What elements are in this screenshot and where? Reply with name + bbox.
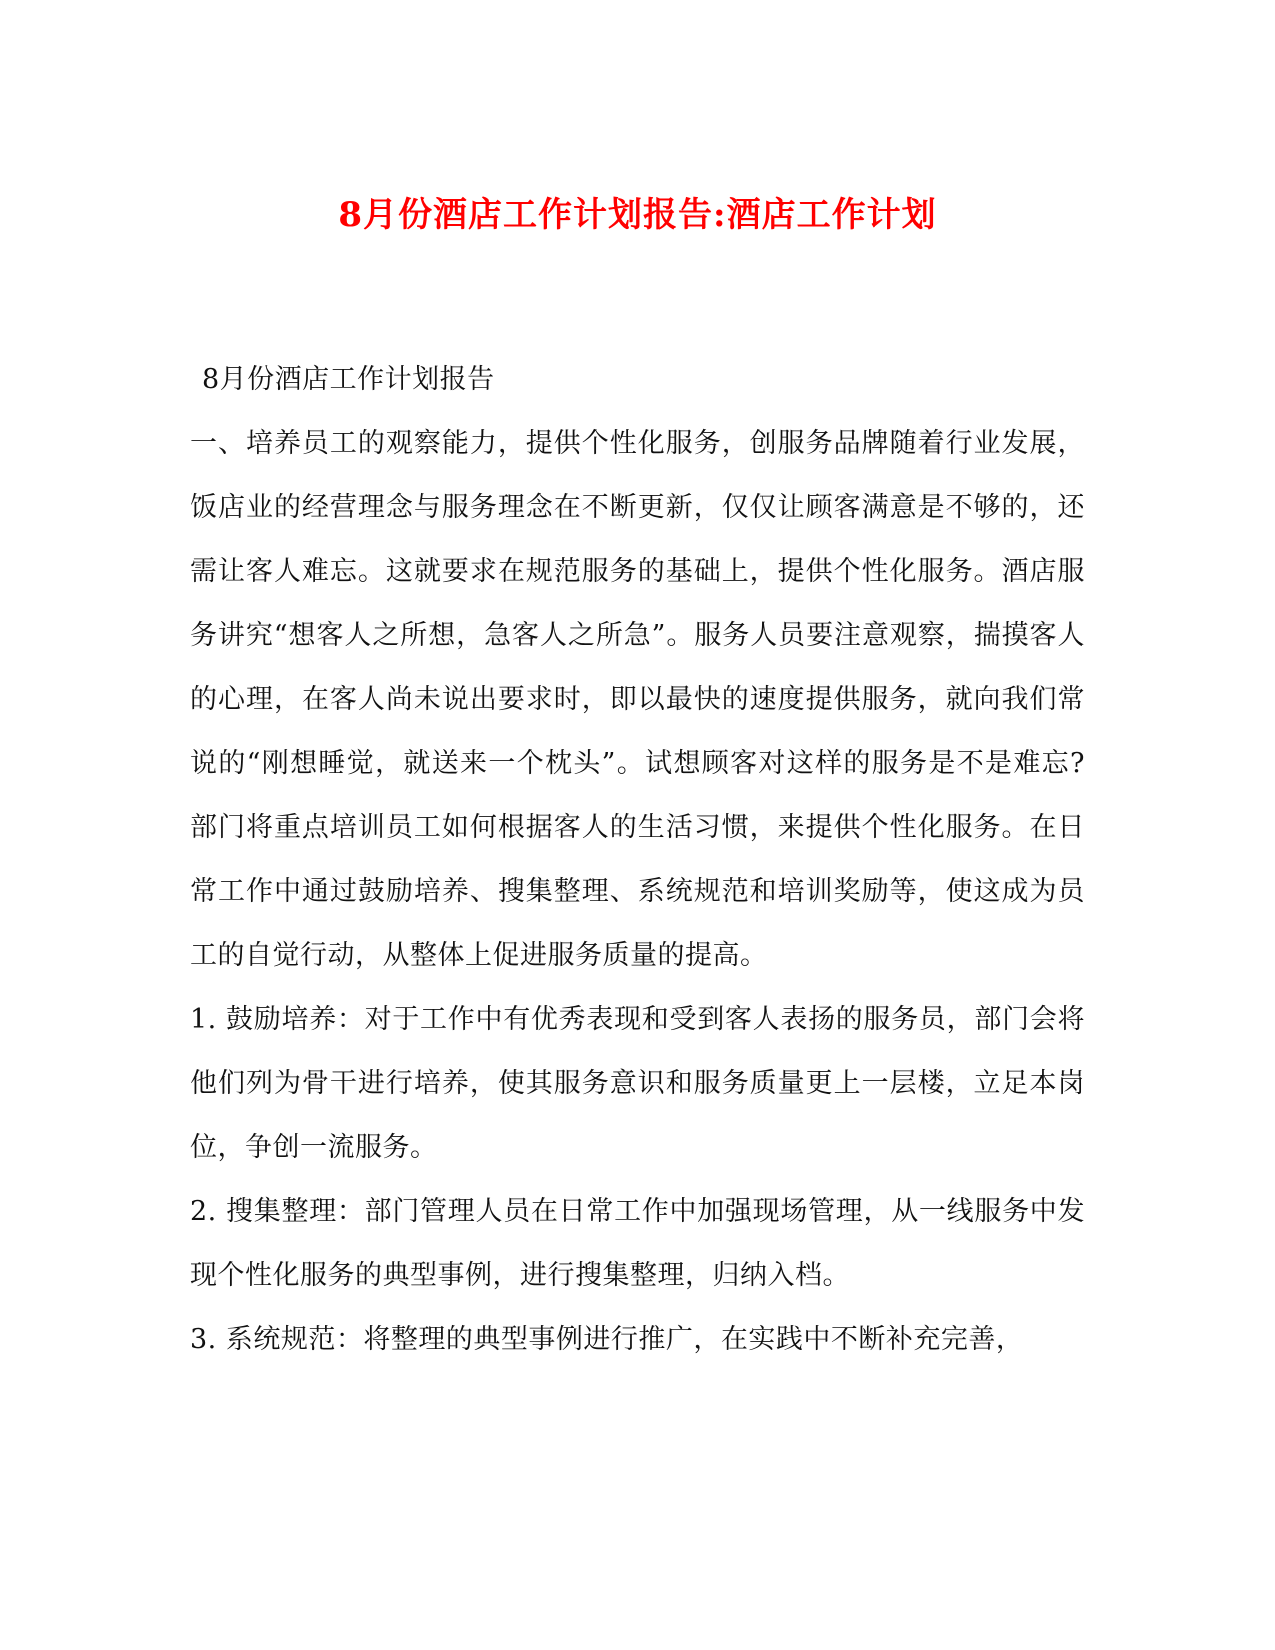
document-title: 8月份酒店工作计划报告:酒店工作计划: [338, 194, 937, 235]
paragraph-item-1: 1. 鼓励培养：对于工作中有优秀表现和受到客人表扬的服务员，部门会将他们列为骨干进行培养，使其服务意识和服务质量更上一层楼，立足本岗位，争创一流服务。: [190, 1004, 1085, 1163]
paragraph-intro: 一、培养员工的观察能力，提供个性化服务，创服务品牌随着行业发展，饭店业的经营理念与服务理念在不断更新，仅仅让顾客满意是不够的，还需让客人难忘。这就要求在规范服务的基础上，提供个性化服务。酒店服务讲究“想客人之所想，急客人之所急”。服务人员要注意观察，揣摸客人的心理，在客人尚未说出要求时，即以最快的速度提供服务，就向我们常说的“刚想睡觉，就送来一个枕头”。试想顾客对这样的服务是不是难忘?部门将重点培训员工如何根据客人的生活习惯，来提供个性化服务。在日常工作中通过鼓励培养、搜集整理、系统规范和培训奖励等，使这成为员工的自觉行动，从整体上促进服务质量的提高。: [190, 428, 1085, 971]
section-subtitle: 8月份酒店工作计划报告: [202, 364, 495, 395]
document-body: [190, 348, 1085, 1372]
paragraph-item-3: 3. 系统规范：将整理的典型事例进行推广，在实践中不断补充完善，: [190, 1324, 1024, 1355]
paragraph-item-2: 2. 搜集整理：部门管理人员在日常工作中加强现场管理，从一线服务中发现个性化服务的典型事例，进行搜集整理，归纳入档。: [190, 1196, 1085, 1291]
